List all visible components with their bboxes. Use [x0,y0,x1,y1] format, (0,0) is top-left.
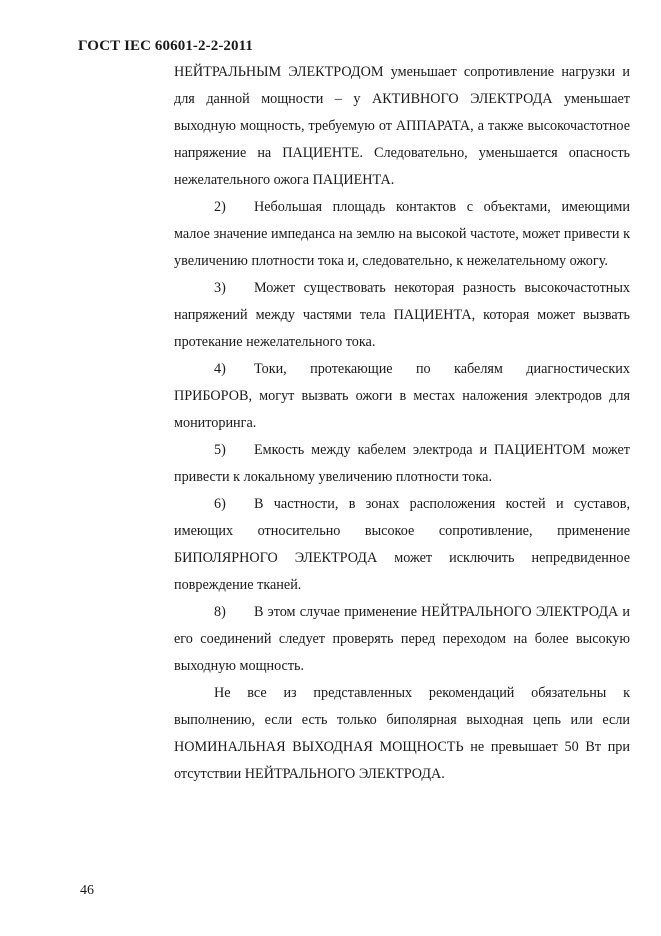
paragraph-text: НЕЙТРАЛЬНЫМ ЭЛЕКТРОДОМ уменьшает сопротивление нагрузки и для данной мощности – у АКТИВНОГО ЭЛЕКТРОДА уменьшает выходную мощность, требуемую от АППАРАТА, а также высокочастотное напряжение на ПАЦИЕНТЕ. Следовательно, уменьшается опасность нежелательного ожога ПАЦИЕНТА. [174,64,630,188]
list-item-6 [174,491,630,599]
list-item-5 [174,437,630,491]
list-item-2 [174,194,630,275]
item-number: 4) [214,361,226,377]
item-number: 6) [214,496,226,512]
item-number: 8) [214,604,226,620]
item-text: В этом случае применение НЕЙТРАЛЬНОГО ЭЛЕКТРОДА и его соединений следует проверять перед переходом на более высокую выходную мощность. [174,604,630,674]
item-text: Небольшая площадь контактов с объектами, имеющими малое значение импеданса на землю на высокой частоте, может привести к увеличению плотности тока и, следовательно, к нежелательному ожогу. [174,199,630,269]
item-text: В частности, в зонах расположения костей и суставов, имеющих относительно высокое сопротивление, применение БИПОЛЯРНОГО ЭЛЕКТРОДА может исключить непредвиденное повреждение тканей. [174,496,630,593]
document-header: ГОСТ IEC 60601-2-2-2011 [78,38,253,54]
document-body [174,59,630,788]
paragraph-continued [174,59,630,194]
list-item-8 [174,599,630,680]
paragraph-text: Не все из представленных рекомендаций обязательны к выполнению, если есть только биполярная выходная цепь или если НОМИНАЛЬНАЯ ВЫХОДНАЯ МОЩНОСТЬ не превышает 50 Вт при отсутствии НЕЙТРАЛЬНОГО ЭЛЕКТРОДА. [174,685,630,782]
closing-paragraph [174,680,630,788]
list-item-4 [174,356,630,437]
item-text: Может существовать некоторая разность высокочастотных напряжений между частями тела ПАЦИЕНТА, которая может вызвать протекание нежелательного тока. [174,280,630,350]
item-number: 3) [214,280,226,296]
item-text: Емкость между кабелем электрода и ПАЦИЕНТОМ может привести к локальному увеличению плотности тока. [174,442,630,485]
page-number: 46 [80,883,94,898]
item-number: 5) [214,442,226,458]
list-item-3 [174,275,630,356]
item-number: 2) [214,199,226,215]
item-text: Токи, протекающие по кабелям диагностических ПРИБОРОВ, могут вызвать ожоги в местах наложения электродов для мониторинга. [174,361,630,431]
